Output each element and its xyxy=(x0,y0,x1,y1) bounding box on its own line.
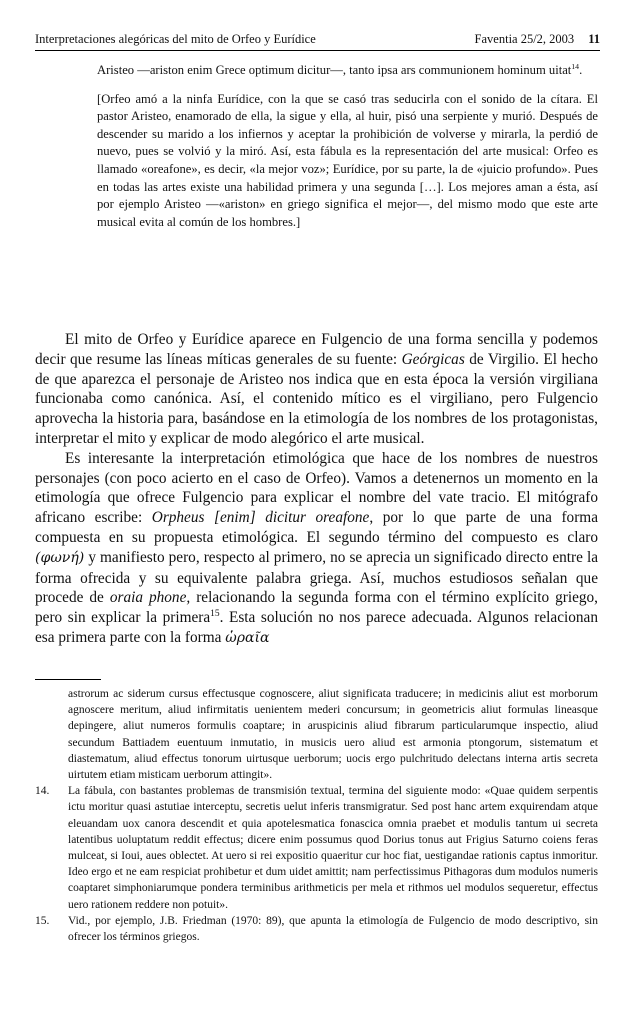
p2-text-b: , por lo que parte de una forma compuesta en su propuesta etimológica. El segundo término del compuesto es claro xyxy=(35,509,598,546)
latin-citation: Orpheus [enim] dicitur oreafone xyxy=(151,509,370,527)
footnote-number: 14. xyxy=(35,785,50,798)
footnote-text: La fábula, con bastantes problemas de transmisión textual, termina del siguiente modo: «Quae quidem serpentis ictu moritur quasi astutiae interceptu, secretis uelut inferis transmigratur. Sed post hanc artem exquirendam atque eleuandam uox canora descendit et quia apotelesmatica fonascica omnia praebet et modulis tantum ui secreta latentibus uoluptatum reddit effectus; dicere enim possumus quod Dorius tonus aut Frigius Saturno coiens feras mulceat, si Ioui, aues oblectet. At uero si rei expositio quaeritur cur hoc fiat, uestigandae rationis captus inmoritur. Ideo ergo et ne eam respiciat prohibetur et dum uidet amittit; nam perfectissimus Pithagoras dum modulos numeris coaptaret simphoniarumque pondera terminibus arithmeticis per mela et rithmos uel modulos sequeretur, effectus uero rationem reddere non potuit». xyxy=(68,785,598,911)
footnote-number: 15. xyxy=(35,914,50,927)
p1-text-b: de Virgilio. El hecho de que aparezca el personaje de Aristeo nos indica que en esta época la versión virgiliana funcionaba como canónica. Así, el contenido mítico es el virgiliano, pero Fulgencio aprovecha la historia para, basándose en la etimología de los nombres de los protagonistas, interpretar el mito y explicar de modo alegórico el arte musical. xyxy=(35,350,598,447)
journal-info xyxy=(475,30,600,48)
body-text xyxy=(35,330,598,649)
header-rule xyxy=(35,50,600,51)
footnote-14 xyxy=(35,783,598,913)
footnote-continuation: astrorum ac siderum cursus effectusque cognoscere, aliut significata traducere; in medicinis aliut est morborum agnoscere meritum, aliud infirmitatis uenientem mederi concursum; in geometricis aliut formulas lineasque depingere, aliut numeros formulis coaptare; in aruspicinis aliud fibrarum particularumque inspectio, aliud secundum Battiadem euentuum inmutatio, in musicis uero aliud est armonia ptongorum, sistematum et diastematum, aliud effectus tonorum uirtusque uerborum; uocis ergo pulchritudo delectans interna artis secreta uirtutem etiam misticam uerborum attingit». xyxy=(68,688,598,782)
greek-term-oraia: ὡραῖα xyxy=(225,629,270,646)
footnote-ref-15: 15 xyxy=(210,609,220,620)
footnote-ref-14: 14 xyxy=(571,61,580,71)
footnote-15 xyxy=(35,913,598,945)
paragraph-2 xyxy=(35,449,598,649)
p2-text-e: . Esta solución no nos parece adecuada. Algunos relacionan esa primera parte con la forma xyxy=(35,609,598,646)
paragraph-1 xyxy=(35,330,598,449)
quote-translation: [Orfeo amó a la ninfa Eurídice, con la que se casó tras seducirla con el sonido de la cítara. El pastor Aristeo, enamorado de ella, la sigue y ella, al huir, pisó una serpiente y murió. Después de descender su marido a los infiernos y aceptar la prohibición de volverse y mirarla, la perdió de nuevo, pues se volvió y la miró. Así, esta fábula es la representación del arte musical: Orfeo es llamado «oreafone», es decir, «la mejor voz»; Eurídice, por su parte, la de «juicio profundo». Pues en todas las artes existe una habilidad primera y una segunda […]. Los mejores aman a ésta, así por ejemplo Aristeo —«ariston» en griego significa el mejor—, del mismo modo que este arte musical evita al común de los hombres.] xyxy=(97,91,598,229)
running-title: Interpretaciones alegóricas del mito de Orfeo y Eurídice xyxy=(35,32,316,46)
p1-text-a: El mito de Orfeo y Eurídice aparece en Fulgencio de una forma sencilla y podemos decir que resume las líneas míticas generales de su fuente: xyxy=(35,331,598,368)
footnote-text: Vid., por ejemplo, J.B. Friedman (1970: 89), que apunta la etimología de Fulgencio de modo descriptivo, sin ofrecer los términos griegos. xyxy=(68,914,598,944)
p2-text-a: Es interesante la interpretación etimológica que hace de los nombres de nuestros personajes (con poco acierto en el caso de Orfeo). Vamos a detenernos un momento en la etimología que ofrece Fulgencio para explicar el nombre del vate tracio. El mitógrafo africano escribe: xyxy=(35,449,598,527)
footnotes xyxy=(35,686,598,945)
journal-citation: Faventia 25/2, 2003 xyxy=(474,32,575,46)
running-header xyxy=(35,30,600,48)
latin-text: Aristeo —ariston enim Grece optimum dicitur—, tanto ipsa ars communionem hominum uitat xyxy=(97,63,572,77)
p2-text-c: y manifiesto pero, respecto al primero, no se aprecia un significado directo entre la forma ofrecida y su equivalente palabra griega. Así, muchos estudiosos señalan que procede de xyxy=(35,548,598,607)
term-oraia-phone: oraia phone, xyxy=(109,589,191,607)
p2-text-d: relacionando la segunda forma con el término explícito griego, pero sin explicar la primera xyxy=(35,589,598,627)
latin-quotation xyxy=(97,62,598,80)
latin-end: . xyxy=(579,63,583,77)
page-number: 11 xyxy=(588,32,600,46)
block-quote xyxy=(97,62,598,231)
work-title: Geórgicas xyxy=(401,350,465,368)
greek-term-phone: (φωνή) xyxy=(35,549,85,566)
footnote-rule xyxy=(35,679,101,680)
